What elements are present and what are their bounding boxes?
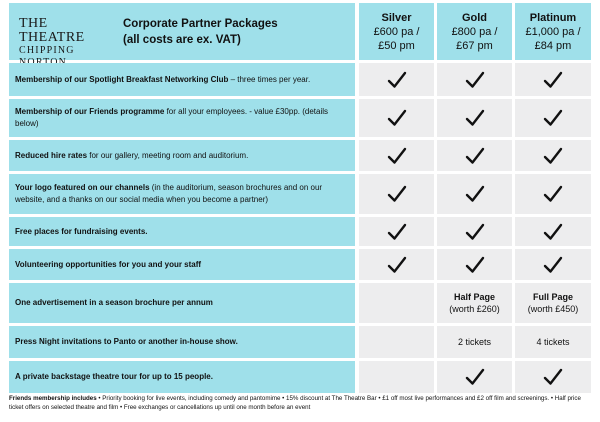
tier-cell: [359, 217, 434, 246]
feature-label: [15, 226, 147, 238]
checkmark-icon: [386, 255, 408, 275]
table-row: [9, 249, 591, 280]
tier-cell: [359, 99, 434, 137]
tier-cell: [515, 326, 591, 358]
checkmark-icon: [386, 184, 408, 204]
checkmark-icon: [464, 367, 486, 387]
checkmark-icon: [464, 222, 486, 242]
feature-cell: [9, 361, 355, 393]
table-header-row: [9, 3, 591, 60]
checkmark-icon: [542, 146, 564, 166]
checkmark-icon: [464, 108, 486, 128]
tier-cell: [515, 249, 591, 280]
table-row: [9, 63, 591, 96]
tier-cell: [359, 326, 434, 358]
feature-cell: [9, 174, 355, 214]
feature-cell: [9, 63, 355, 96]
tier-cell: [515, 283, 591, 323]
feature-bold: A private backstage theatre tour for up to 15 people.: [15, 372, 213, 381]
tier-cell: [359, 361, 434, 393]
tier-cell: [437, 99, 512, 137]
feature-bold: One advertisement in a season brochure per annum: [15, 298, 213, 307]
checkmark-icon: [464, 184, 486, 204]
table-row: [9, 174, 591, 214]
feature-text: – three times per year.: [228, 74, 311, 84]
feature-label: [15, 259, 201, 271]
tier-silver-header: [359, 3, 434, 60]
tier-cell: [515, 140, 591, 171]
table-row: [9, 140, 591, 171]
cell-value-bold: Half Page: [453, 292, 495, 302]
table-row: [9, 217, 591, 246]
feature-text: for all your employees. - value £30pp. (details below): [15, 107, 328, 128]
checkmark-icon: [542, 184, 564, 204]
footnote-text: • Priority booking for live events, including comedy and pantomime • 15% discount at The Theatre Bar • £1 off most live performances and £2 off film and screenings. • Half price ticket offers on selected theatre and film • Free exchanges or cancellations up until one month before an event: [9, 395, 581, 411]
feature-label: [15, 336, 238, 348]
feature-text: for our gallery, meeting room and auditorium.: [87, 150, 249, 160]
tier-cell: [515, 174, 591, 214]
tier-cell: [515, 361, 591, 393]
theatre-logo: [19, 17, 115, 69]
checkmark-icon: [542, 70, 564, 90]
tier-price-line2: £50 pm: [378, 39, 415, 52]
cell-value-note: (worth £260): [449, 304, 500, 314]
tier-price-line2: £67 pm: [456, 39, 493, 52]
feature-cell: [9, 249, 355, 280]
feature-label: [15, 106, 349, 130]
tier-price-line2: £84 pm: [534, 39, 572, 52]
feature-bold: Your logo featured on our channels: [15, 183, 150, 192]
checkmark-icon: [464, 70, 486, 90]
feature-bold: Press Night invitations to Panto or another in-house show.: [15, 337, 238, 346]
checkmark-icon: [542, 367, 564, 387]
tier-cell: [437, 249, 512, 280]
tier-cell: [437, 63, 512, 96]
page-title: [123, 16, 278, 48]
checkmark-icon: [386, 146, 408, 166]
title-line1: Corporate Partner Packages: [123, 18, 278, 30]
tier-cell: [359, 249, 434, 280]
checkmark-icon: [386, 108, 408, 128]
tier-cell: [437, 217, 512, 246]
tier-cell: [437, 174, 512, 214]
feature-bold: Free places for fundraising events.: [15, 226, 148, 236]
feature-label: [15, 371, 213, 383]
feature-label: [15, 150, 248, 162]
tier-price-line1: £1,000 pa /: [525, 25, 581, 38]
feature-cell: [9, 326, 355, 358]
tier-name: Platinum: [529, 11, 577, 24]
logo-line1: THE THEATRE: [19, 16, 85, 45]
feature-bold: Membership of our Spotlight Breakfast Networking Club: [15, 74, 229, 84]
tier-price-line1: £800 pa /: [451, 25, 498, 38]
tier-cell: [359, 174, 434, 214]
checkmark-icon: [542, 108, 564, 128]
tier-cell: [515, 63, 591, 96]
feature-bold: Reduced hire rates: [15, 150, 88, 160]
header-title-cell: [9, 3, 355, 60]
checkmark-icon: [542, 255, 564, 275]
footnote-heading: Friends membership includes: [9, 395, 97, 402]
checkmark-icon: [386, 70, 408, 90]
table-row: [9, 326, 591, 358]
checkmark-icon: [542, 222, 564, 242]
friends-footnote: [9, 394, 593, 412]
cell-value: 4 tickets: [536, 337, 570, 347]
checkmark-icon: [464, 255, 486, 275]
feature-bold: Membership of our Friends programme: [15, 107, 165, 116]
checkmark-icon: [464, 146, 486, 166]
title-line2: (all costs are ex. VAT): [123, 34, 241, 46]
tier-cell: [515, 99, 591, 137]
feature-label: [15, 297, 213, 309]
tier-name: Gold: [461, 11, 488, 24]
checkmark-icon: [386, 222, 408, 242]
feature-cell: [9, 140, 355, 171]
feature-label: [15, 182, 349, 206]
table-row: [9, 99, 591, 137]
logo-line2: CHIPPING: [19, 45, 75, 56]
feature-bold: Volunteering opportunities for you and your staff: [15, 259, 202, 269]
cell-value-bold: Full Page: [532, 292, 573, 302]
table-row: [9, 361, 591, 393]
tier-cell: [437, 283, 512, 323]
cell-value: 2 tickets: [457, 337, 491, 347]
tier-price-line1: £600 pa /: [373, 25, 420, 38]
tier-cell: [359, 140, 434, 171]
tier-cell: [437, 361, 512, 393]
tier-gold-header: [437, 3, 512, 60]
tier-platinum-header: [515, 3, 591, 60]
tier-cell: [359, 63, 434, 96]
feature-label: [15, 74, 310, 86]
feature-cell: [9, 99, 355, 137]
feature-text: (in the auditorium, season brochures and on our website, and a thanks on our social media when you become a partner): [15, 183, 323, 204]
tier-cell: [437, 326, 512, 358]
feature-cell: [9, 217, 355, 246]
cell-value-note: (worth £450): [527, 304, 579, 314]
feature-cell: [9, 283, 355, 323]
tier-cell: [359, 283, 434, 323]
table-row: [9, 283, 591, 323]
tier-cell: [437, 140, 512, 171]
tier-name: Silver: [381, 11, 412, 24]
tier-cell: [515, 217, 591, 246]
